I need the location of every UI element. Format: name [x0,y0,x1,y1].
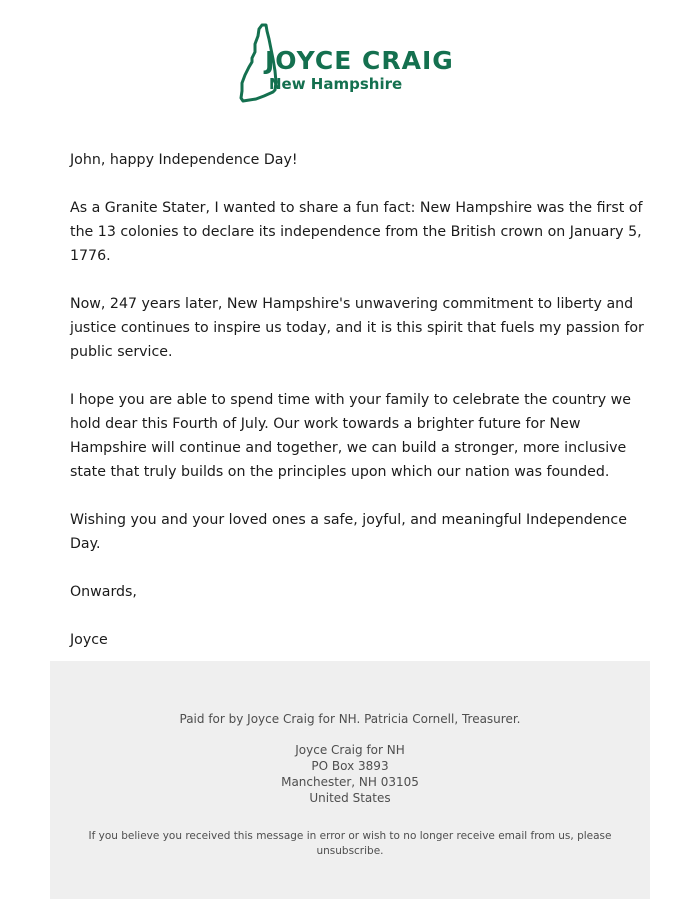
paid-for-disclaimer: Paid for by Joyce Craig for NH. Patricia Cornell, Treasurer. [179,712,521,726]
unsubscribe-text: If you believe you received this message in error or wish to no longer receive email from us, please [88,830,612,842]
letter-body [70,148,645,652]
paragraph-4: Wishing you and your loved ones a safe, joyful, and meaningful Independence Day. [70,512,627,552]
address-line: PO Box 3893 [311,759,389,773]
paragraph-3: I hope you are able to spend time with your family to celebrate the country we hold dear this Fourth of July. Our work towards a brighter future for New Hampshire will continue and together, we can build a stronger, more inclusive state that truly builds on the principles upon which our nation was founded. [70,392,631,480]
address-line: United States [309,791,391,805]
unsubscribe-link[interactable]: unsubscribe [316,845,381,857]
footer [50,661,650,899]
signature: Joyce [70,632,108,648]
address-line: Manchester, NH 03105 [281,775,419,789]
logo [238,22,488,104]
paragraph-2: Now, 247 years later, New Hampshire's unwavering commitment to liberty and justice continues to inspire us today, and it is this spirit that fuels my passion for public service. [70,296,644,360]
greeting: John, happy Independence Day! [70,152,298,168]
address-line: Joyce Craig for NH [295,743,405,757]
paragraph-1: As a Granite Stater, I wanted to share a fun fact: New Hampshire was the first of the 13 colonies to declare its independence from the British crown on January 5, 1776. [70,200,643,264]
unsubscribe-notice [80,829,620,859]
logo-name: JOYCE CRAIG [265,46,454,75]
logo-subtitle: New Hampshire [269,75,403,93]
mailing-address [50,742,650,806]
closing: Onwards, [70,584,137,600]
unsubscribe-end: . [380,845,384,857]
